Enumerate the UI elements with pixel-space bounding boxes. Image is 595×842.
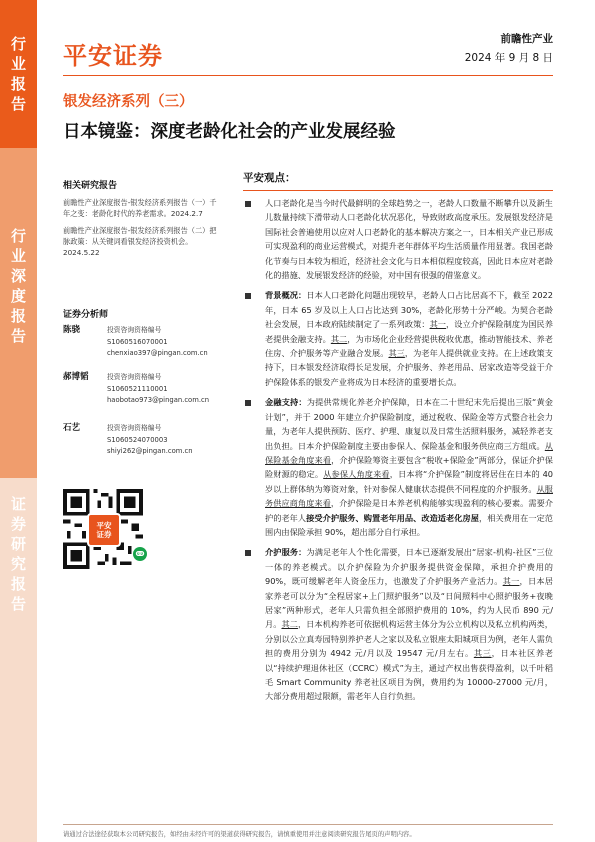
bullet-text: 为提供常规化养老介护保障，日本在二十世纪末先后提出三版“黄金计划”，并于 2000 年建立介护保险制度，通过税收、保险金等方式整合社会力量，为老年人提供预防、医疗、护理、康复以及日常生活照料服务，减轻养老支出负担。日本介护保险制度主要由参保人、保险基金和服务供应商三方组成。 [265, 397, 553, 451]
sidebar-char: 行 [10, 35, 26, 53]
analyst-cert-number: S1060524070003 [107, 435, 168, 444]
sidebar-char: 告 [10, 95, 26, 113]
bullet-text: ，相关费用在一定范围内由保险承担 90%，超出部分自行承担。 [265, 512, 553, 537]
bullet-label: 金融支持： [265, 397, 307, 408]
bullet-text: ，设立介护保险制度为国民养老提供金融支持。 [265, 319, 553, 344]
qr-brand-logo [87, 513, 121, 547]
bullet-square-icon [245, 293, 251, 299]
footer-divider [63, 824, 553, 825]
related-reports-heading: 相关研究报告 [63, 181, 118, 191]
bullet-keyword: 其二 [330, 333, 348, 344]
bullet-keyword: 从参保人角度来看 [323, 469, 390, 480]
analyst-name: 郝博韬 [63, 372, 89, 382]
views-section [243, 170, 553, 191]
bullet-text: ，日本居家养老可以分为“全程居家+上门照护服务”以及“日间照料中心照护服务+夜晚居家”两种形式，老年人只需负担全部照护费用的 10%，约为人民币 890 元/月。 [265, 576, 553, 630]
header-divider [63, 75, 553, 76]
bullet-keyword: 其一 [429, 319, 447, 330]
bullet-keyword: 其一 [502, 576, 520, 587]
bullet-text: ，为市场化企业经营提供税收优惠，推动智能技术、养老住房、介护服务等产业融合发展。 [265, 333, 553, 359]
sidebar-char: 报 [10, 575, 26, 593]
sidebar-label-securities-research [0, 478, 37, 842]
sidebar-char: 告 [10, 595, 26, 613]
analyst-cert-label: 投资咨询资格编号 [107, 424, 162, 432]
related-report-item[interactable]: 前瞻性产业深度报告-银发经济系列报告（二）把脉政策：从关键词看银发经济投资机会。2024.5.22 [63, 226, 217, 257]
report-series-subtitle: 银发经济系列（三） [63, 94, 194, 110]
sidebar-label-deep-report [0, 148, 37, 478]
bullet-label: 介护服务： [265, 547, 307, 558]
analyst-email[interactable]: haobotao973@pingan.com.cn [107, 396, 210, 404]
sidebar-char: 度 [10, 287, 26, 305]
view-bullet-overview [243, 196, 553, 282]
mini-program-icon: ↂ [133, 547, 147, 561]
sidebar-char: 告 [10, 327, 26, 345]
bullet-square-icon [245, 400, 251, 406]
bullet-text: 日本人口老龄化问题出现较早，老龄人口占比居高不下，截至 2022 年，日本 65 岁及以上人口占比达到 30%，老龄化形势十分严峻。为契合老龄社会发展，日本政府陆续制定了一系列政策： [265, 290, 553, 330]
industry-label: 前瞻性产业 [500, 33, 553, 45]
qr-logo-text: 平安 [96, 521, 112, 530]
bullet-keyword: 其三 [473, 648, 492, 659]
views-bullets [243, 196, 553, 704]
analyst-email[interactable]: chenxiao397@pingan.com.cn [107, 349, 208, 357]
bullet-keyword: 从服务供应商角度来看 [265, 483, 553, 509]
sidebar-char: 证 [10, 495, 26, 513]
qr-logo-text: 证券 [96, 530, 112, 539]
sidebar-char: 行 [10, 227, 26, 245]
view-bullet-financial-support [243, 395, 553, 539]
bullet-text: ，日本社区养老以“持续护理退休社区（CCRC）模式”为主，通过产权出售获得盈利，以千叶稻毛 Smart Community 养老社区项目为例，费用约为 10000-27000 元/月，大部分费用超过限额，需老年人自行负担。 [265, 648, 553, 702]
bullet-text: ，日本将“介护保险”制度将居住在日本的 40 岁以上群体纳为筹资对象，针对参保人健康状态提供不同程度的介护服务。 [265, 469, 553, 494]
analyst-cert-label: 投资咨询资格编号 [107, 326, 162, 334]
analyst-cert-label: 投资咨询资格编号 [107, 373, 162, 381]
sidebar-char: 业 [10, 247, 26, 265]
footer-disclaimer: 请通过合法途径获取本公司研究报告，如经由未经许可的渠道获得研究报告，请慎重使用并注意阅读研究报告尾页的声明内容。 [63, 831, 416, 838]
bullet-text: ，为老年人提供就业支持。在上述政策支持下，日本银发经济取得长足发展，介护服务、养老用品、居家改造等受益于介护保险体系的银发产业将成为日本经济的重要增长点。 [265, 348, 553, 387]
sidebar-char: 券 [10, 515, 26, 533]
bullet-square-icon [245, 550, 251, 556]
view-bullet-background [243, 288, 553, 389]
analysts-heading: 证券分析师 [63, 310, 109, 320]
sidebar-char: 究 [10, 555, 26, 573]
bullet-emphasis: 接受介护服务、购置老年用品、改造适老化房屋 [306, 512, 479, 523]
left-sidebar [0, 0, 37, 842]
analyst-name: 石艺 [63, 423, 81, 433]
report-title: 日本镜鉴：深度老龄化社会的产业发展经验 [63, 122, 396, 142]
company-logo: 平安证券 [63, 42, 163, 70]
views-heading: 平安观点： [243, 172, 296, 184]
view-bullet-care-services [243, 545, 553, 703]
related-report-item[interactable]: 前瞻性产业深度报告-银发经济系列报告（一）千年之变：老龄化时代的养老需求。2024.2.7 [63, 198, 217, 218]
bullet-text: 人口老龄化是当今时代最鲜明的全球趋势之一，老龄人口数量不断攀升以及新生儿数量持续下滑带动人口老龄化状况恶化，导致财政高度承压。发展银发经济是国际社会普遍使用以应对人口老龄化的基本解决方案之一，日本相关产业已形成可实现盈利的商业运营模式，对提升老年群体平均生活质量作用显著。我国老龄化节奏与日本较为相近，经济社会文化与日本相似程度较高，因此日本应对老龄化的措施、发展银发经济的经验，对中国有很强的借鉴意义。 [265, 198, 553, 281]
sidebar-char: 报 [10, 75, 26, 93]
bullet-keyword: 其三 [388, 348, 405, 359]
qr-code[interactable] [63, 489, 143, 569]
sidebar-char: 报 [10, 307, 26, 325]
views-divider [243, 190, 553, 191]
bullet-text: ，日本机构养老可依据机构运营主体分为公立机构以及私立机构两类，分别以公立真寿园特别养护老人之家以及私立银座太阳城项目为例，老年人需负担的费用分别为 4942 元/月以及 19547 元/月左右。 [265, 619, 553, 659]
bullet-square-icon [245, 201, 251, 207]
related-reports-section [63, 178, 223, 258]
analyst-email[interactable]: shiyi262@pingan.com.cn [107, 447, 193, 455]
bullet-text: ，介护保险是日本养老机构能够实现盈利的核心要素。需要介护的老年人 [265, 498, 553, 523]
sidebar-char: 深 [10, 267, 26, 285]
analyst-cert-number: S1060521110001 [107, 384, 168, 393]
bullet-text: 为满足老年人个性化需要，日本已逐渐发展出“居家-机构-社区”三位一体的养老模式。以介护保险为介护服务提供资金保障，承担介护费用的 90%，既可缓解老年人资金压力，也激发了介护服务产业活力。 [265, 547, 553, 587]
sidebar-char: 业 [10, 55, 26, 73]
bullet-keyword: 从保险基金角度来看 [265, 440, 553, 465]
bullet-keyword: 其二 [281, 619, 298, 630]
report-date: 2024 年 9 月 8 日 [464, 52, 553, 64]
analyst-cert-number: S1060516070001 [107, 337, 168, 346]
bullet-label: 背景概况： [265, 290, 307, 301]
analyst-name: 陈骁 [63, 325, 81, 335]
sidebar-label-industry-report [0, 0, 37, 148]
sidebar-char: 研 [10, 535, 26, 553]
bullet-text: ，介护保险筹资主要包含“税收+保险金”两部分，保证介护保险财源的稳定。 [265, 454, 553, 480]
